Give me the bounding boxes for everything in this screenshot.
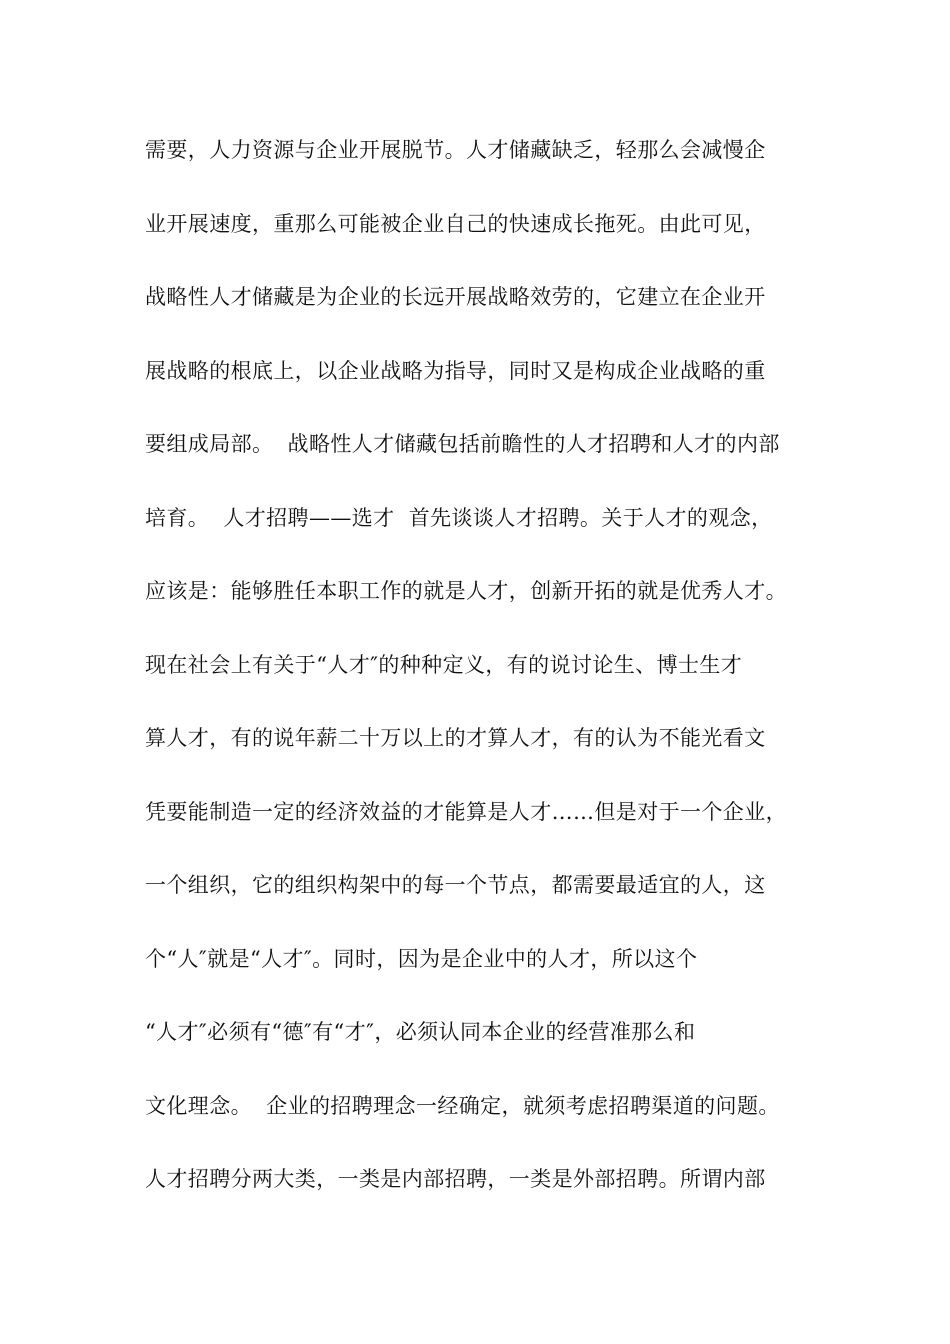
text-line: 算人才，有的说年薪二十万以上的才算人才，有的认为不能光看文	[145, 726, 766, 750]
text-line: 展战略的根底上，以企业战略为指导，同时又是构成企业战略的重	[145, 358, 766, 383]
text-line: 现在社会上有关于“人才″的种种定义，有的说讨论生、博士生才	[145, 652, 743, 677]
text-line: 凭要能制造一定的经济效益的才能算是人才……但是对于一个企业，	[145, 799, 787, 824]
text-line: 文化理念。 企业的招聘理念一经确定，就须考虑招聘渠道的问题。	[145, 1093, 780, 1118]
text-line: 需要，人力资源与企业开展脱节。人才储藏缺乏，轻那么会减慢企	[145, 138, 766, 162]
text-line: 要组成局部。 战略性人才储藏包括前瞻性的人才招聘和人才的内部	[145, 432, 780, 456]
text-line: 培育。 人才招聘——选才 首先谈谈人才招聘。关于人才的观念，	[145, 505, 773, 530]
body-text	[145, 132, 825, 1235]
text-line: 应该是：能够胜任本职工作的就是人才，创新开拓的就是优秀人才。	[145, 579, 787, 603]
text-line: “人才″必须有“德″有“才″，必须认同本企业的经营准那么和	[145, 1020, 696, 1044]
text-line: 业开展速度，重那么可能被企业自己的快速成长拖死。由此可见，	[145, 211, 766, 236]
text-line: 一个组织，它的组织构架中的每一个节点，都需要最适宜的人，这	[145, 873, 766, 897]
text-line: 个“人″就是“人才″。同时，因为是企业中的人才，所以这个	[145, 946, 698, 971]
text-line: 战略性人才储藏是为企业的长远开展战略效劳的，它建立在企业开	[145, 285, 766, 309]
text-line: 人才招聘分两大类，一类是内部招聘，一类是外部招聘。所谓内部	[145, 1167, 766, 1191]
